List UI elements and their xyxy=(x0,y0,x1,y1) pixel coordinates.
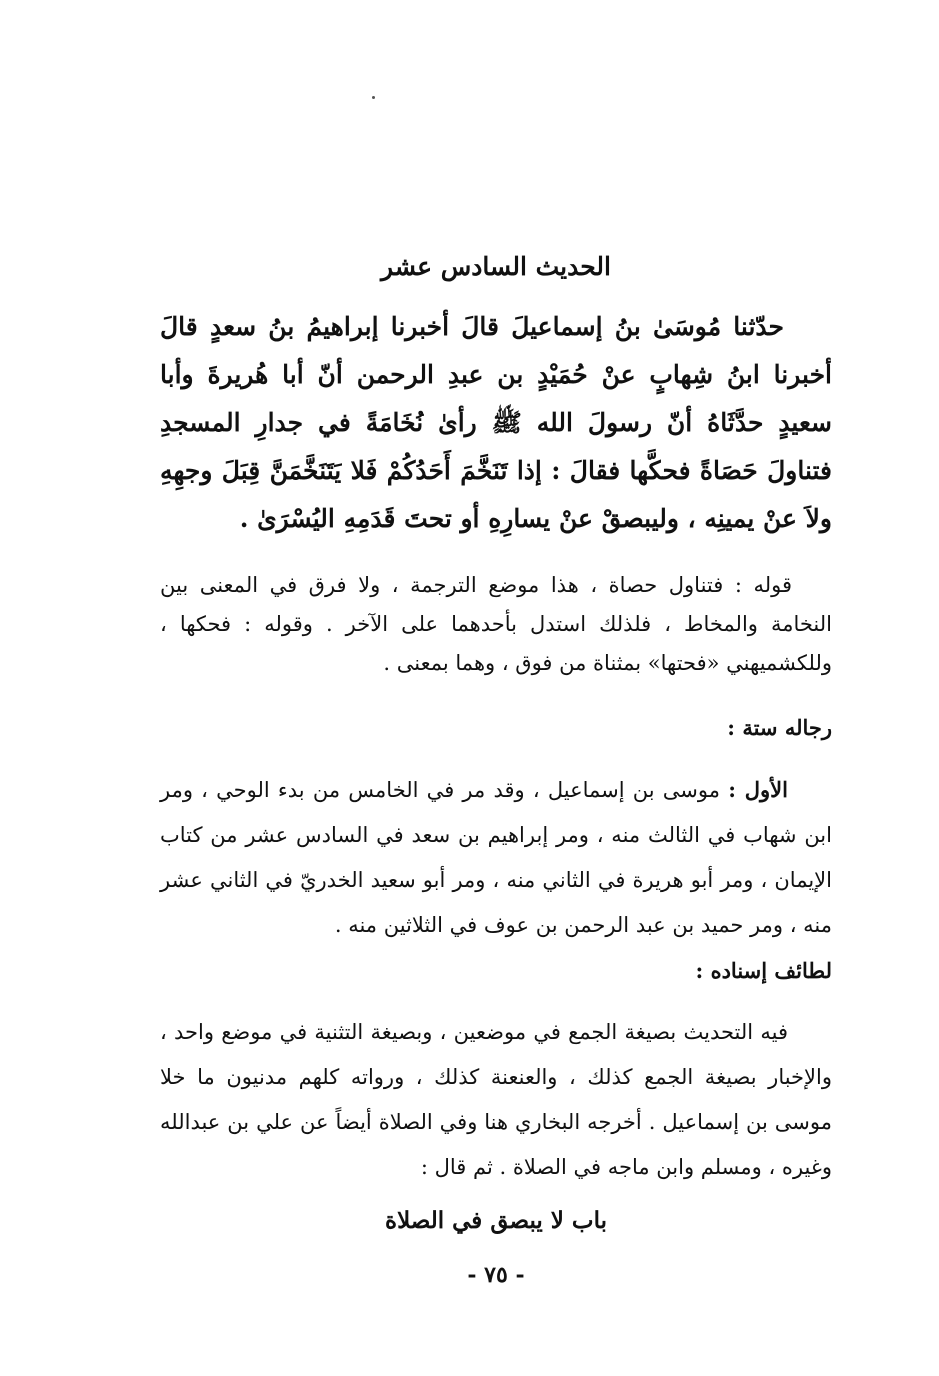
hadith-title: الحديث السادس عشر xyxy=(381,252,611,281)
narrators-text: موسى بن إسماعيل ، وقد مر في الخامس من بدء الوحي ، ومر ابن شهاب في الثالث منه ، ومر إبراهيم بن سعد في السادس عشر من كتاب الإيمان ، ومر أبو هريرة في الثاني منه ، ومر أبو سعيد الخدريّ في الثاني عشر منه ، ومر حميد بن عبد الرحمن بن عوف في الثلاثين منه . xyxy=(160,778,832,937)
chapter-title: باب لا يبصق في الصلاة xyxy=(385,1207,607,1234)
chain-block xyxy=(160,1010,832,1190)
narrators-lead: الأول : xyxy=(728,777,788,802)
commentary-text: قوله : فتناول حصاة ، هذا موضع الترجمة ، ولا فرق في المعنى بين النخامة والمخاط ، فلذلك استدل بأحدهما على الآخر . وقوله : فحكها ، وللكشميهني «فحتها» بمثناة من فوق ، وهما بمعنى . xyxy=(160,573,832,675)
page-number: - ٧٥ - xyxy=(467,1262,525,1288)
narrators-block xyxy=(160,767,832,948)
commentary-block xyxy=(160,566,832,683)
narrators-paragraph xyxy=(160,767,832,948)
hadith-text: حدّثنا مُوسَىٰ بنُ إسماعيلَ قالَ أخبرنا إبراهيمُ بنُ سعدٍ قالَ أخبرنا ابنُ شِهابٍ عنْ حُمَيْدٍ بن عبدِ الرحمن أنّ أبا هُريرةَ وأبا سعيدٍ حدَّثَاهُ أنّ رسولَ الله ﷺ رأىٰ نُخَامَةً في جدارِ المسجدِ فتناولَ حَصَاةً فحكَّها فقالَ : إذا تَنَخَّمَ أَحَدُكُمْ فَلا يَتَنَخَّمَنَّ قِبَلَ وجهِهِ ولاَ عنْ يمينِه ، وليبصقْ عنْ يسارِهِ أو تحتَ قَدَمِهِ اليُسْرَىٰ . xyxy=(160,312,832,533)
chain-heading: لطائف إسناده : xyxy=(695,958,832,983)
chain-text: فيه التحديث بصيغة الجمع في موضعين ، وبصيغة التثنية في موضع واحد ، والإخبار بصيغة الجمع كذلك ، والعنعنة كذلك ، ورواته كلهم مدنيون ما خلا موسى بن إسماعيل . أخرجه البخاري هنا وفي الصلاة أيضاً عن علي بن عبدالله وغيره ، ومسلم وابن ماجه في الصلاة . ثم قال : xyxy=(160,1020,833,1179)
scan-speck xyxy=(372,96,375,99)
hadith-text-block xyxy=(160,303,832,543)
narrators-heading: رجاله ستة : xyxy=(727,715,832,740)
